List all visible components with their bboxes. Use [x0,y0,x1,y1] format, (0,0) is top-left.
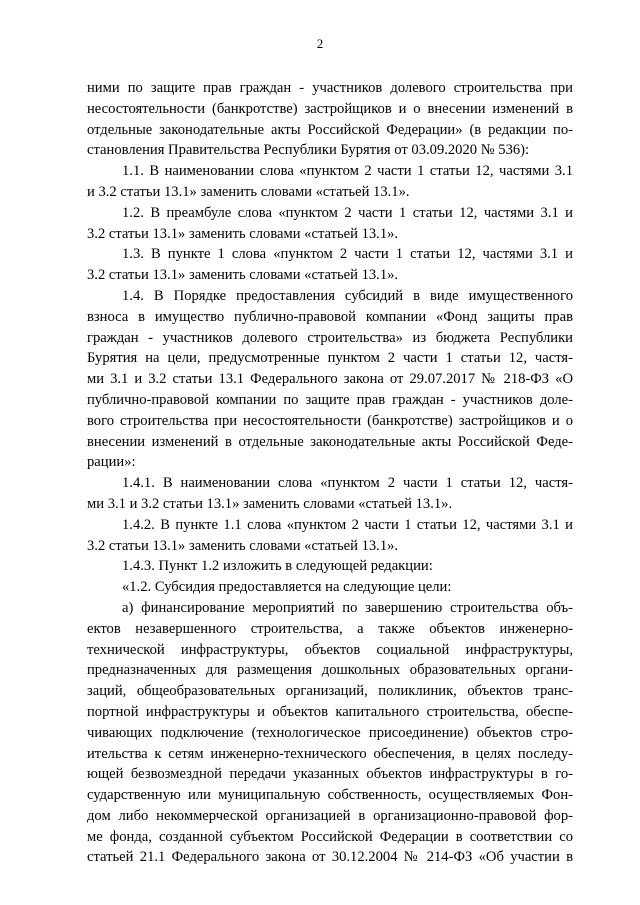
text-line: рации»: [87,454,136,471]
text-line: несостоятельности (банкротстве) застройщиков и о внесении изменений в [87,100,573,117]
text-line: заций, общеобразовательных организаций, поликлиник, объектов транс- [87,683,573,700]
text-line: становления Правительства Республики Бурятия от 03.09.2020 № 536): [87,142,530,159]
text-line: 3.2 статьи 13.1» заменить словами «статьей 13.1». [87,225,399,242]
text-line: а) финансирование мероприятий по завершению строительства объ- [122,599,573,616]
text-line: предназначенных для размещения дошкольных образовательных органи- [87,662,573,679]
text-line: дом либо некоммерческой организацией в организационно-правовой фор- [87,807,573,824]
text-line: публично-правовой компании по защите прав граждан - участников доле- [87,391,573,408]
text-line: чивающих подключение (технологическое присоединение) объектов стро- [87,724,573,741]
text-line: ми 3.1 и 3.2 статьи 13.1 Федерального закона от 29.07.2017 № 218-ФЗ «О [87,371,573,388]
text-line: внесении изменений в отдельные законодательные акты Российской Феде- [87,433,573,450]
text-line: ми 3.1 и 3.2 статьи 13.1» заменить словами «статьей 13.1». [87,495,453,512]
text-line: ющей безвозмездной передачи указанных объектов инфраструктуры в го- [87,766,573,783]
text-line: 1.3. В пункте 1 слова «пунктом 2 части 1 статьи 12, частями 3.1 и [122,246,573,263]
text-line: «1.2. Субсидия предоставляется на следующие цели: [122,579,452,596]
text-line: взноса в имущество публично-правовой компании «Фонд защиты прав [87,308,573,325]
document-body [87,78,573,868]
text-line: граждан - участников долевого строительства» из бюджета Республики [87,329,573,346]
text-line: 1.4.2. В пункте 1.1 слова «пунктом 2 части 1 статьи 12, частями 3.1 и [122,516,573,533]
text-line: Бурятия на цели, предусмотренные пунктом 2 части 1 статьи 12, частя- [87,350,573,367]
text-line: портной инфраструктуры и объектов капитального строительства, обеспе- [87,703,573,720]
text-line: статьей 21.1 Федерального закона от 30.12.2004 № 214-ФЗ «Об участии в [87,849,573,866]
text-line: 1.1. В наименовании слова «пунктом 2 части 1 статьи 12, частями 3.1 [122,163,573,180]
text-line: и 3.2 статьи 13.1» заменить словами «статьей 13.1». [87,183,410,200]
text-line: ними по защите прав граждан - участников долевого строительства при [87,80,573,96]
text-line: отдельные законодательные акты Российской Федерации» (в редакции по- [87,121,573,138]
text-line: технической инфраструктуры, объектов социальной инфраструктуры, [87,641,573,658]
text-line: ектов незавершенного строительства, а также объектов инженерно- [87,620,573,637]
text-line: 3.2 статьи 13.1» заменить словами «статьей 13.1». [87,267,399,284]
text-line: ительства к сетям инженерно-технического обеспечения, в целях последу- [87,745,573,762]
text-line: 1.4.1. В наименовании слова «пунктом 2 части 1 статьи 12, частя- [122,475,573,492]
text-line: 1.4.3. Пункт 1.2 изложить в следующей редакции: [122,558,433,575]
page-number: 2 [316,36,324,51]
text-line: 1.2. В преамбуле слова «пунктом 2 части 1 статьи 12, частями 3.1 и [122,204,573,221]
text-line: 1.4. В Порядке предоставления субсидий в виде имущественного [122,287,573,304]
text-line: ме фонда, созданной субъектом Российской Федерации в соответствии со [87,828,573,845]
text-line: 3.2 статьи 13.1» заменить словами «статьей 13.1». [87,537,399,554]
text-line: сударственную или муниципальную собственность, осуществляемых Фон- [87,787,573,804]
text-line: вого строительства при несостоятельности (банкротстве) застройщиков и о [87,412,573,429]
